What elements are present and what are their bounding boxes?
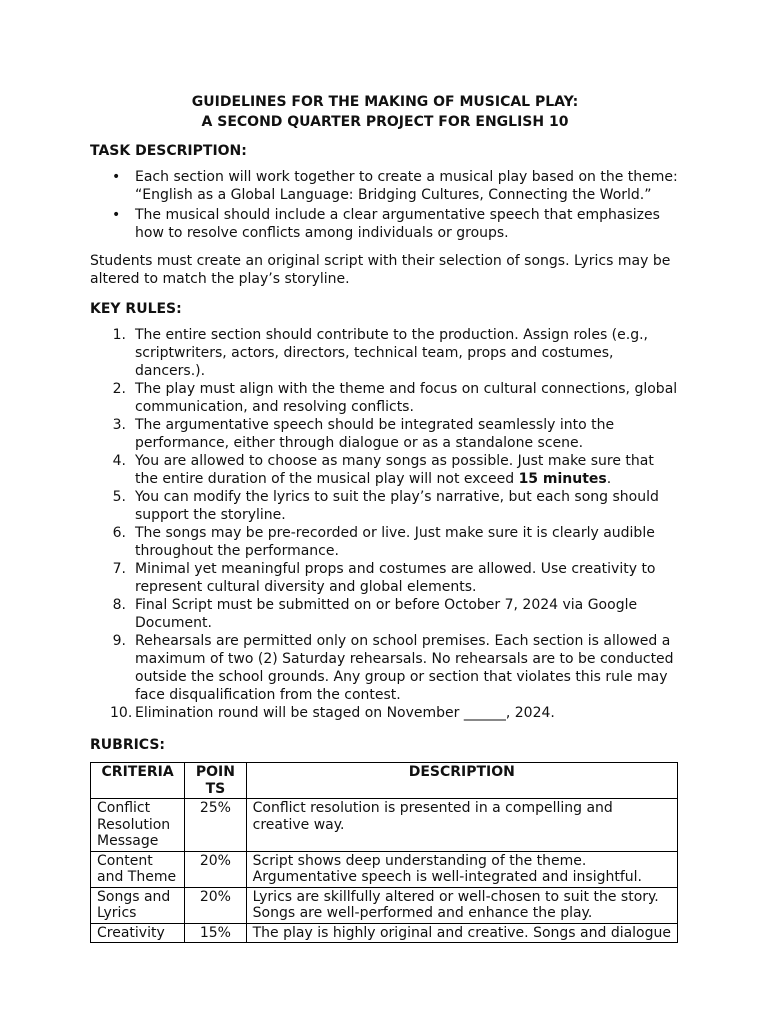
rubrics-heading: RUBRICS:	[90, 737, 166, 753]
rule-emphasis: 15 minutes	[518, 471, 607, 487]
rule-item	[90, 326, 680, 380]
column-header-points: POINTS	[185, 763, 246, 799]
rubrics-table	[90, 762, 678, 943]
rule-number: 4.	[112, 453, 126, 469]
rule-text: The argumentative speech should be integrated seamlessly into the performance, either through dialogue or as a standalone scene.	[135, 417, 615, 451]
criteria-cell: Conflict Resolution Message	[91, 799, 185, 852]
table-header-row	[91, 763, 678, 799]
rule-item	[90, 560, 680, 596]
rule-item	[90, 416, 680, 452]
table-row	[91, 851, 678, 887]
table-row	[91, 923, 678, 943]
task-bullet-list	[90, 168, 680, 242]
description-cell: The play is highly original and creative. Songs and dialogue	[246, 923, 677, 943]
rule-text: The play must align with the theme and focus on cultural connections, global communication, and resolving conflicts.	[135, 381, 678, 415]
points-cell: 25%	[185, 799, 246, 852]
rule-text: You can modify the lyrics to suit the play’s narrative, but each song should support the storyline.	[135, 489, 659, 523]
criteria-cell: Creativity	[91, 923, 185, 943]
description-cell: Lyrics are skillfully altered or well-chosen to suit the story. Songs are well-performed and enhance the play.	[246, 887, 677, 923]
rule-item	[90, 632, 680, 704]
rule-text: Final Script must be submitted on or before October 7, 2024 via Google Document.	[135, 597, 638, 631]
rule-number: 2.	[112, 381, 126, 397]
key-rules-heading: KEY RULES:	[90, 301, 182, 317]
rule-number: 7.	[112, 561, 126, 577]
table-row	[91, 887, 678, 923]
criteria-cell: Content and Theme	[91, 851, 185, 887]
bullet-icon: •	[112, 169, 121, 185]
rule-item	[90, 488, 680, 524]
rule-number: 3.	[112, 417, 126, 433]
document-content	[90, 92, 680, 943]
task-paragraph: Students must create an original script with their selection of songs. Lyrics may be altered to match the play’s storyline.	[90, 253, 671, 287]
rule-item	[90, 704, 680, 722]
rule-number: 8.	[112, 597, 126, 613]
rule-text-part: You are allowed to choose as many songs as possible. Just make sure that the entire duration of the musical play will not exceed	[135, 453, 654, 487]
rule-number: 10.	[110, 705, 133, 721]
task-bullet-text: The musical should include a clear argumentative speech that emphasizes how to resolve conflicts among individuals or groups.	[135, 207, 660, 241]
document-title-line-2: A SECOND QUARTER PROJECT FOR ENGLISH 10	[201, 114, 569, 130]
rule-text: Elimination round will be staged on November ______, 2024.	[135, 705, 555, 721]
description-cell: Script shows deep understanding of the theme. Argumentative speech is well-integrated and insightful.	[246, 851, 677, 887]
rule-number: 6.	[112, 525, 126, 541]
criteria-cell: Songs and Lyrics	[91, 887, 185, 923]
task-bullet-text: Each section will work together to create a musical play based on the theme: “English as a Global Language: Bridging Cultures, Connecting the World.”	[135, 169, 678, 203]
rule-number: 9.	[112, 633, 126, 649]
rule-item	[90, 596, 680, 632]
document-title-line-1: GUIDELINES FOR THE MAKING OF MUSICAL PLAY:	[191, 94, 579, 110]
rule-text: Minimal yet meaningful props and costumes are allowed. Use creativity to represent cultural diversity and global elements.	[135, 561, 656, 595]
points-cell: 20%	[185, 887, 246, 923]
task-bullet-item	[90, 168, 680, 204]
bullet-icon: •	[112, 207, 121, 223]
task-description-heading: TASK DESCRIPTION:	[90, 143, 247, 159]
rule-item	[90, 452, 680, 488]
rule-text-part: .	[606, 471, 612, 487]
points-cell: 20%	[185, 851, 246, 887]
rule-number: 1.	[112, 327, 126, 343]
rule-text: The songs may be pre-recorded or live. Just make sure it is clearly audible throughout the performance.	[135, 525, 655, 559]
rule-text	[135, 453, 654, 487]
description-cell: Conflict resolution is presented in a compelling and creative way.	[246, 799, 677, 852]
rule-text: Rehearsals are permitted only on school premises. Each section is allowed a maximum of two (2) Saturday rehearsals. No rehearsals are to be conducted outside the school grounds. Any group or section that violates this rule may face disqualification from the contest.	[135, 633, 674, 703]
rule-text: The entire section should contribute to the production. Assign roles (e.g., scriptwriters, actors, directors, technical team, props and costumes, dancers.).	[135, 327, 648, 379]
task-bullet-item	[90, 206, 680, 242]
rule-number: 5.	[112, 489, 126, 505]
column-header-description: DESCRIPTION	[246, 763, 677, 799]
key-rules-list	[90, 326, 680, 722]
column-header-criteria: CRITERIA	[91, 763, 185, 799]
rule-item	[90, 524, 680, 560]
table-row	[91, 799, 678, 852]
points-cell: 15%	[185, 923, 246, 943]
rule-item	[90, 380, 680, 416]
